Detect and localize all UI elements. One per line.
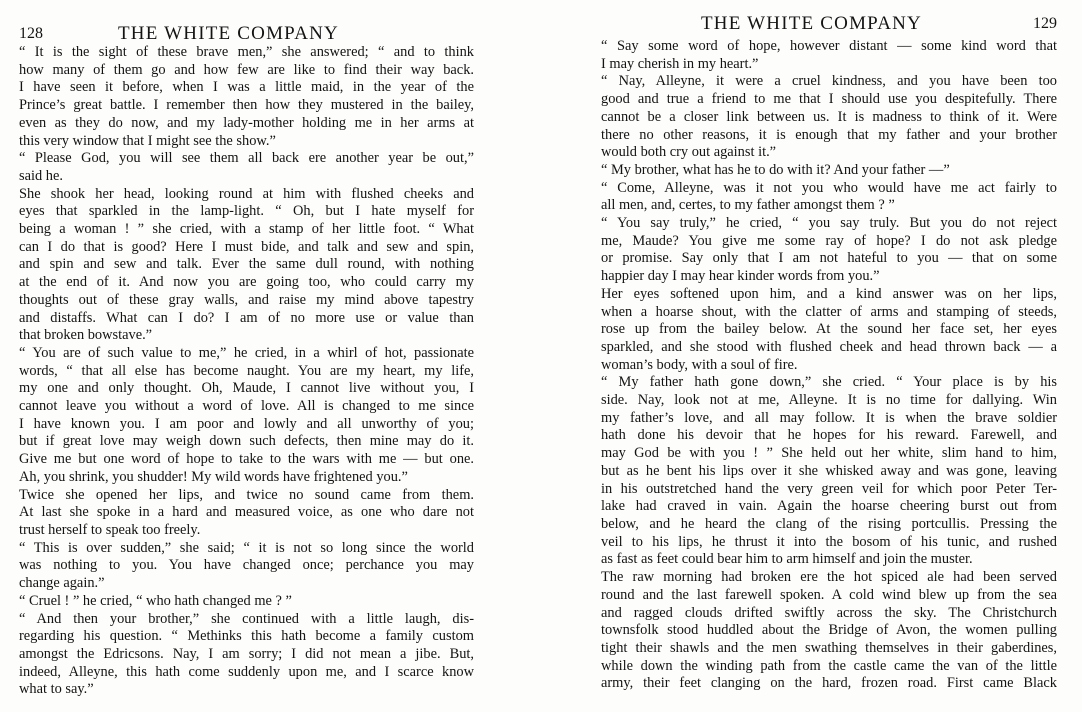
text-line: while down the winding path from the castle came the van of the little	[601, 657, 1057, 674]
text-line: below, and he heard the clang of the rising portcullis. Pressing the	[601, 515, 1057, 532]
text-line: “ This is over sudden,” she said; “ it is not so long since the world	[19, 539, 474, 556]
text-line: change again.”	[19, 575, 105, 592]
text-line: would both cry out against it.”	[601, 144, 777, 161]
text-line: “ Nay, Alleyne, it were a cruel kindness, and you have been too	[601, 73, 1057, 90]
text-line: Give me but one word of hope to take to the wars with me — but one.	[19, 451, 474, 468]
text-line: this very window that I might see the show.”	[19, 132, 276, 149]
left-page	[0, 0, 520, 712]
text-line: “ Say some word of hope, however distant — some kind word that	[601, 38, 1057, 54]
text-line: being a woman ! ” she cried, with a stamp of her little foot. “ What	[19, 221, 474, 238]
page-number: 129	[1033, 15, 1057, 32]
text-line: may God be with you ! ” She held out her white, slim hand to him,	[601, 445, 1057, 462]
text-line: and distaffs. What can I do? I am of no more use or value than	[19, 309, 474, 326]
text-line: “ My father hath gone down,” she cried. “ Your place is by his	[601, 374, 1057, 391]
text-line: hath done his devoir that he hopes for his reward. Farewell, and	[601, 427, 1057, 444]
text-line: my father’s love, and all may follow. It is when the brave soldier	[601, 409, 1057, 426]
text-line: She shook her head, looking round at him with flushed cheeks and	[19, 185, 474, 202]
text-line: Prince’s great battle. I remember then how they mustered in the bailey,	[19, 97, 474, 114]
text-line: my one and only thought. Oh, Maude, I cannot live without you, I	[19, 380, 474, 397]
text-line: tight their shawls and the men swathing themselves in their gaberdines,	[601, 639, 1057, 656]
text-line: “ Cruel ! ” he cried, “ who hath changed me ? ”	[19, 592, 292, 609]
text-line: what to say.”	[19, 681, 94, 698]
text-line: but as he bent his lips over it she whisked away and was gone, leaving	[601, 462, 1057, 479]
text-line: “ It is the sight of these brave men,” she answered; “ and to think	[19, 44, 474, 60]
text-line: townsfolk stood huddled about the Bridge of Avon, the women pulling	[601, 622, 1057, 639]
text-line: can I do that is good? Here I must bide, and talk and sew and spin,	[19, 238, 474, 255]
text-line: round and the last farewell spoken. A cold wind blew up from the sea	[601, 586, 1057, 603]
text-line: “ Come, Alleyne, was it not you who would have me act fairly to	[601, 179, 1057, 196]
text-line: “ You say truly,” he cried, “ you say truly. But you do not reject	[601, 215, 1057, 232]
text-line: lake had craved in vain. Again the hoarse cheering burst out from	[601, 498, 1057, 515]
text-line: rose up from the bailey below. At the sound her face set, her eyes	[601, 321, 1057, 338]
text-line: cannot be a closer link between us. It is madness to think of it. Were	[601, 108, 1057, 125]
text-line: “ Please God, you will see them all back ere another year be out,”	[19, 150, 474, 167]
text-line: Her eyes softened upon him, and a kind answer was on her lips,	[601, 285, 1057, 302]
text-line: I have known you. I am poor and lowly and all unworthy of you;	[19, 415, 474, 432]
text-line: side. Nay, look not at me, Alleyne. It is no time for dallying. Win	[601, 392, 1057, 409]
page-body	[601, 38, 1057, 693]
text-line: amongst the Edricsons. Nay, I am sorry; I did not mean a jibe. But,	[19, 645, 474, 662]
text-line: veil to his lips, he thrust it into the bosom of his tunic, and rushed	[601, 533, 1057, 550]
text-line: at the end of it. And now you are going too, who could carry my	[19, 274, 474, 291]
text-line: cannot leave you without a word of love. All is changed to me since	[19, 398, 474, 415]
page-body	[19, 44, 474, 699]
text-line: good and true a friend to me that I should use you despitefully. There	[601, 91, 1057, 108]
text-line: woman’s body, with a soul of fire.	[601, 356, 798, 373]
text-line: even as they do now, and my lady-mother holding me in her arms at	[19, 114, 474, 131]
text-line: happier day I may hear kinder words from you.”	[601, 268, 880, 285]
text-line: At last she spoke in a hard and measured voice, as one who dare not	[19, 504, 474, 521]
text-line: sparkled, and she stood with flushed cheek and head thrown back — a	[601, 338, 1057, 355]
text-line: regarding his question. “ Methinks this hath become a family custom	[19, 628, 474, 645]
text-line: Ah, you shrink, you shudder! My wild words have frightened you.”	[19, 468, 408, 485]
text-line: there no other reasons, it is enough that my father and your brother	[601, 126, 1057, 143]
running-head: THE WHITE COMPANY	[701, 13, 922, 34]
text-line: I have seen it before, when I was a little maid, in the year of the	[19, 79, 474, 96]
text-line: I may cherish in my heart.”	[601, 55, 759, 72]
text-line: me, Maude? You give me some ray of hope? I do not ask pledge	[601, 232, 1057, 249]
text-line: “ My brother, what has he to do with it? And your father —”	[601, 161, 950, 178]
text-line: in his outstretched hand the very green veil for which poor Peter Ter-	[601, 480, 1057, 497]
page-number: 128	[19, 25, 43, 42]
text-line: but if great love may weigh down such defects, then mine may do it.	[19, 433, 474, 450]
text-line: thoughts out of these gray walls, and raise my mind above tapestry	[19, 291, 474, 308]
running-head: THE WHITE COMPANY	[118, 23, 339, 44]
text-line: and ragged clouds drifted swiftly across the sky. The Christchurch	[601, 604, 1057, 621]
text-line: eyes that sparkled in the lamp-light. “ Oh, but I hate myself for	[19, 203, 474, 220]
text-line: words, “ that all else has become naught. You are my heart, my life,	[19, 362, 474, 379]
text-line: or promise. Say only that I am not hateful to you — that on some	[601, 250, 1057, 267]
text-line: that broken bowstave.”	[19, 327, 153, 344]
right-page	[560, 0, 1082, 712]
text-line: was nothing to you. You have changed once; perchance you may	[19, 557, 474, 574]
text-line: The raw morning had broken ere the hot spiced ale had been served	[601, 569, 1057, 586]
text-line: all men, and, certes, to my father amongst them ? ”	[601, 197, 895, 214]
text-line: and spin and sew and talk. Ever the same dull round, with nothing	[19, 256, 474, 273]
text-line: when a hoarse shout, with the clatter of arms and stamping of steeds,	[601, 303, 1057, 320]
text-line: Twice she opened her lips, and twice no sound came from them.	[19, 486, 474, 503]
text-line: “ You are of such value to me,” he cried, in a whirl of hot, passionate	[19, 344, 474, 361]
text-line: “ And then your brother,” she continued with a little laugh, dis-	[19, 610, 474, 627]
text-line: how many of them go and how few are like to find their way back.	[19, 61, 474, 78]
text-line: said he.	[19, 167, 63, 184]
text-line: as fast as feet could bear him to arm himself and join the muster.	[601, 551, 973, 568]
text-line: trust herself to speak too freely.	[19, 521, 201, 538]
text-line: army, their feet clanging on the hard, frozen road. First came Black	[601, 675, 1057, 692]
text-line: indeed, Alleyne, this hath come suddenly upon me, and I scarce know	[19, 663, 474, 680]
